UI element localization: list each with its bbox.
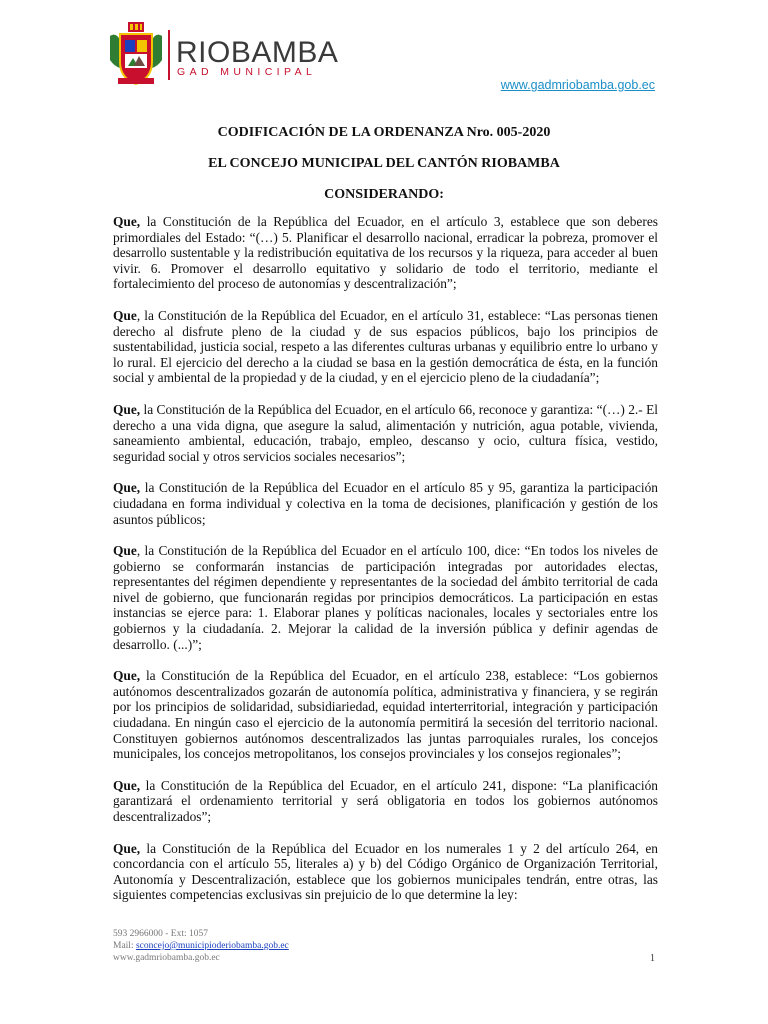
paragraph-lead: Que,	[113, 840, 141, 856]
footer-website: www.gadmriobamba.gob.ec	[113, 953, 220, 963]
paragraph-text: la Constitución de la República del Ecuador, en el artículo 66, reconoce y garantiza: “(…) 2.- El derecho a una vida digna, que asegure la salud, alimentación y nutrición, agua potable, vivienda, saneamiento ambiental, educación, trabajo, empleo, descanso y ocio, cultura física, vestido, seguridad social y otros servicios sociales necesarios”;	[113, 401, 658, 464]
footer-mail-line	[113, 940, 658, 952]
paragraph-text: la Constitución de la República del Ecuador, en el artículo 3, establece que son deberes primordiales del Estado: “(…) 5. Planificar el desarrollo nacional, erradicar la pobreza, promover el desarrollo sustentable y la redistribución equitativa de los recursos y la riqueza, para acceder al buen vivir. 6. Promover el desarrollo equitativo y solidario de todo el territorio, mediante el fortalecimiento del proceso de autonomías y descentralización”;	[113, 214, 658, 292]
considerando-heading: CONSIDERANDO:	[324, 187, 444, 202]
paragraph-art-3	[113, 214, 658, 292]
brand-subtitle: GAD MUNICIPAL	[177, 66, 317, 78]
paragraph-text: la Constitución de la República del Ecuador, en el artículo 241, dispone: “La planificación garantizará el ordenamiento territorial y será obligatoria en todos los gobiernos autónomos descentralizados”;	[113, 777, 658, 824]
paragraph-text: la Constitución de la República del Ecuador, en el artículo 238, establece: “Los gobiernos autónomos descentralizados gozarán de autonomía política, administrativa y financiera, y se regirán por los principios de solidaridad, subsidiariedad, equidad interterritorial, integración y participación ciudadana. En ningún caso el ejercicio de la autonomía permitirá la secesión del territorio nacional. Constituyen gobiernos autónomos descentralizados las juntas parroquiales rurales, los concejos municipales, los concejos metropolitanos, los consejos provinciales y los consejos regionales”;	[113, 668, 658, 762]
page-footer	[113, 928, 658, 964]
brand-divider	[168, 30, 170, 80]
footer-phone: 593 2966000 - Ext: 1057	[113, 929, 208, 939]
paragraph-lead: Que,	[113, 401, 141, 417]
paragraph-art-241	[113, 778, 658, 825]
paragraph-text: la Constitución de la República del Ecuador en los numerales 1 y 2 del artículo 264, en concordancia con el artículo 55, literales a) y b) del Código Orgánico de Organización Territorial, Autonomía y Descentralización, establece que los gobiernos municipales tendrán, entre otras, las siguientes competencias exclusivas sin prejuicio de lo que determine la ley:	[113, 840, 658, 903]
document-body	[113, 214, 658, 919]
footer-mail-label: Mail:	[113, 941, 136, 951]
paragraph-lead: Que	[113, 543, 137, 559]
paragraph-art-66	[113, 402, 658, 464]
paragraph-text: , la Constitución de la República del Ecuador, en el artículo 31, establece: “Las personas tienen derecho al disfrute pleno de la ciudad y de sus espacios públicos, bajo los principios de sustentabilidad, justicia social, respeto a las diferentes culturas urbanas y equilibrio entre lo urbano y lo rural. El ejercicio del derecho a la ciudad se basa en la gestión democrática de ésta, en la función social y ambiental de la propiedad y de la ciudad, y en el ejercicio pleno de la ciudadanía”;	[113, 307, 658, 386]
website-link[interactable]: www.gadmriobamba.gob.ec	[500, 78, 655, 92]
paragraph-lead: Que,	[113, 777, 141, 793]
paragraph-art-85-95	[113, 480, 658, 527]
paragraph-lead: Que,	[113, 668, 141, 684]
coat-of-arms-icon	[108, 22, 164, 88]
brand-name: RIOBAMBA	[176, 36, 339, 69]
paragraph-art-264	[113, 841, 658, 903]
document-subtitle: EL CONCEJO MUNICIPAL DEL CANTÓN RIOBAMBA	[208, 156, 560, 171]
paragraph-art-238	[113, 668, 658, 762]
page-number: 1	[650, 953, 655, 964]
paragraph-lead: Que,	[113, 214, 141, 229]
paragraph-art-100	[113, 543, 658, 652]
page-header	[0, 0, 768, 110]
document-title: CODIFICACIÓN DE LA ORDENANZA Nro. 005-2020	[217, 125, 551, 140]
paragraph-lead: Que	[113, 307, 137, 323]
footer-mail-link[interactable]: sconcejo@municipioderiobamba.gob.ec	[135, 941, 289, 951]
paragraph-lead: Que,	[113, 480, 141, 496]
paragraph-art-31	[113, 308, 658, 386]
paragraph-text: , la Constitución de la República del Ecuador en el artículo 100, dice: “En todos los niveles de gobierno se conformarán instancias de participación integradas por autoridades electas, representantes del régimen dependiente y representantes de la sociedad del ámbito territorial de cada nivel de gobierno, que funcionarán regidas por principios democráticos. La participación en estas instancias se ejerce para: 1. Elaborar planes y políticas nacionales, locales y sectoriales entre los gobiernos y la ciudadanía. 2. Mejorar la calidad de la inversión pública y definir agendas de desarrollo. (...)”;	[113, 543, 658, 652]
paragraph-text: la Constitución de la República del Ecuador en el artículo 85 y 95, garantiza la participación ciudadana en forma individual y colectiva en la toma de decisiones, planificación y gestión de los asuntos públicos;	[113, 480, 658, 527]
